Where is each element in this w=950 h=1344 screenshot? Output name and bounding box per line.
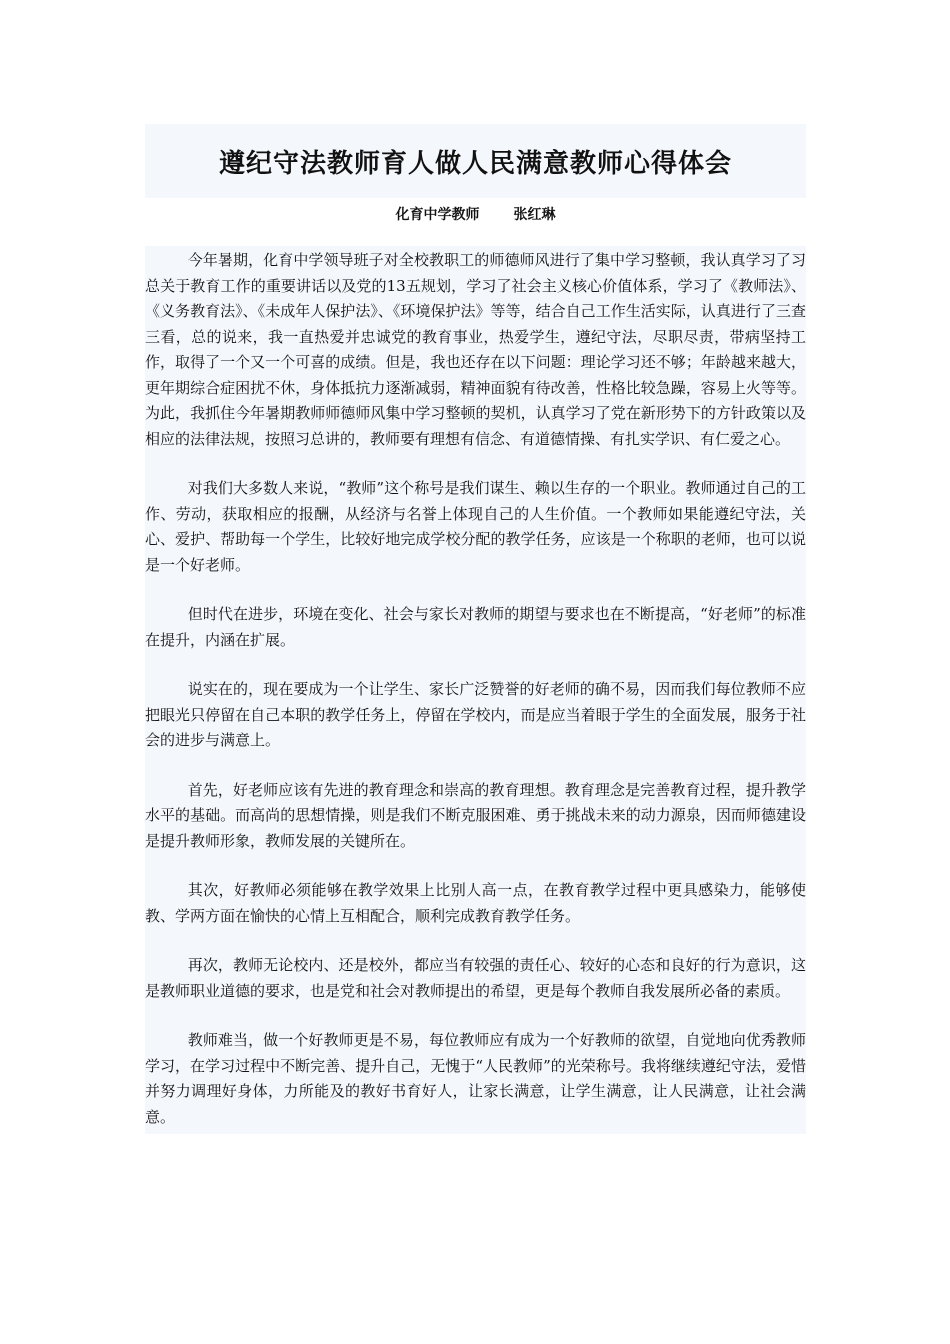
author-line xyxy=(145,200,806,228)
paragraph: 教师难当，做一个好教师更是不易，每位教师应有成为一个好教师的欲望，自觉地向优秀教师学习，在学习过程中不断完善、提升自己，无愧于“人民教师”的光荣称号。我将继续遵纪守法，爱惜并努力调理好身体，力所能及的教好书育好人，让家长满意，让学生满意，让人民满意，让社会满意。 xyxy=(145,1031,806,1126)
paragraph: 今年暑期，化育中学领导班子对全校教职工的师德师风进行了集中学习整顿，我认真学习了习总关于教育工作的重要讲话以及党的13五规划，学习了社会主义核心价值体系，学习了《教师法》、《义务教育法》、《未成年人保护法》、《环境保护法》等等，结合自己工作生活实际，认真进行了三查三看，总的说来，我一直热爱并忠诚党的教育事业，热爱学生，遵纪守法，尽职尽责，带病坚持工作，取得了一个又一个可喜的成绩。但是，我也还存在以下问题：理论学习还不够；年龄越来越大，更年期综合症困扰不休，身体抵抗力逐渐减弱，精神面貌有待改善，性格比较急躁，容易上火等等。为此，我抓住今年暑期教师师德师风集中学习整顿的契机，认真学习了党在新形势下的方针政策以及相应的法律法规，按照习总讲的，教师要有理想有信念、有道德情操、有扎实学识、有仁爱之心。 xyxy=(145,251,806,448)
document-title: 遵纪守法教师育人做人民满意教师心得体会 xyxy=(218,148,732,179)
paragraph: 首先，好老师应该有先进的教育理念和崇高的教育理想。教育理念是完善教育过程，提升教学水平的基础。而高尚的思想情操，则是我们不断克服困难、勇于挑战未来的动力源泉，因而师德建设是提升教师形象，教师发展的关键所在。 xyxy=(145,780,806,850)
author-school: 化育中学教师 xyxy=(395,207,480,223)
document-page xyxy=(145,124,806,1134)
paragraph: 其次，好教师必须能够在教学效果上比别人高一点，在教育教学过程中更具感染力，能够使教、学两方面在愉快的心情上互相配合，顺利完成教育教学任务。 xyxy=(145,881,806,925)
paragraph: 说实在的，现在要成为一个让学生、家长广泛赞誉的好老师的确不易，因而我们每位教师不应把眼光只停留在自己本职的教学任务上，停留在学校内，而是应当着眼于学生的全面发展，服务于社会的进步与满意上。 xyxy=(145,680,806,749)
paragraph: 再次，教师无论校内、还是校外，都应当有较强的责任心、较好的心态和良好的行为意识，这是教师职业道德的要求，也是党和社会对教师提出的希望，更是每个教师自我发展所必备的素质。 xyxy=(145,956,806,1000)
paragraph: 对我们大多数人来说，“教师”这个称号是我们谋生、赖以生存的一个职业。教师通过自己的工作、劳动，获取相应的报酬，从经济与名誉上体现自己的人生价值。一个教师如果能遵纪守法，关心、爱护、帮助每一个学生，比较好地完成学校分配的教学任务，应该是一个称职的老师，也可以说是一个好老师。 xyxy=(145,479,806,574)
author-name: 张红琳 xyxy=(513,207,556,223)
title-block xyxy=(145,124,806,198)
document-body xyxy=(145,246,806,1134)
paragraph: 但时代在进步，环境在变化、社会与家长对教师的期望与要求也在不断提高，“好老师”的标准在提升，内涵在扩展。 xyxy=(145,605,806,649)
